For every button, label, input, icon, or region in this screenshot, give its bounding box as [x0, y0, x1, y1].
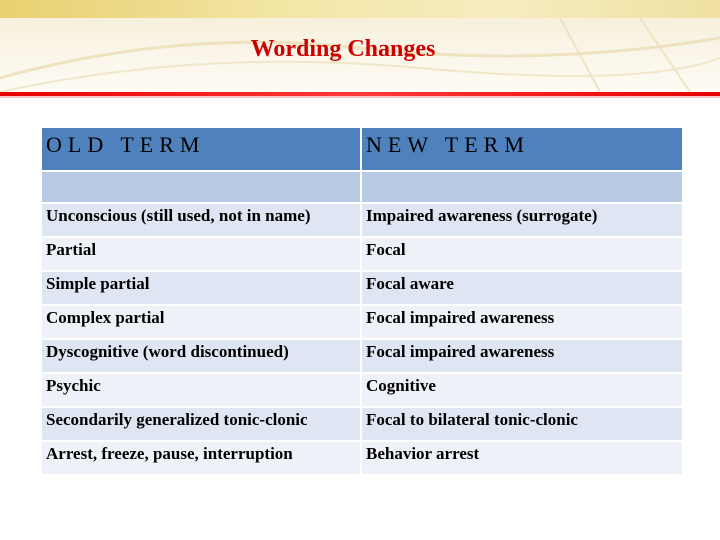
- new-term-cell: Behavior arrest: [361, 441, 683, 475]
- new-term-cell: Focal: [361, 237, 683, 271]
- old-term-cell: Psychic: [41, 373, 361, 407]
- old-term-cell: Secondarily generalized tonic-clonic: [41, 407, 361, 441]
- new-term-cell: Focal aware: [361, 271, 683, 305]
- top-decorative-strip: [0, 0, 720, 18]
- old-term-cell: Dyscognitive (word discontinued): [41, 339, 361, 373]
- table-row: [41, 237, 683, 271]
- table-row: [41, 271, 683, 305]
- old-term-cell: Arrest, freeze, pause, interruption: [41, 441, 361, 475]
- spacer-cell: [41, 171, 361, 203]
- new-term-cell: Impaired awareness (surrogate): [361, 203, 683, 237]
- table-row: [41, 441, 683, 475]
- old-term-cell: Unconscious (still used, not in name): [41, 203, 361, 237]
- table-row: [41, 407, 683, 441]
- table-spacer-row: [41, 171, 683, 203]
- table-header-row: [41, 127, 683, 171]
- header-new-term: NEW TERM: [361, 127, 683, 171]
- new-term-cell: Cognitive: [361, 373, 683, 407]
- header-old-term: OLD TERM: [41, 127, 361, 171]
- new-term-cell: Focal impaired awareness: [361, 339, 683, 373]
- table-row: [41, 339, 683, 373]
- title-underline-shadow: [0, 96, 720, 98]
- table-row: [41, 373, 683, 407]
- old-term-cell: Partial: [41, 237, 361, 271]
- old-term-cell: Complex partial: [41, 305, 361, 339]
- slide-title: Wording Changes: [250, 36, 436, 62]
- wording-changes-table: [40, 126, 684, 476]
- new-term-cell: Focal to bilateral tonic-clonic: [361, 407, 683, 441]
- table-row: [41, 203, 683, 237]
- table-row: [41, 305, 683, 339]
- new-term-cell: Focal impaired awareness: [361, 305, 683, 339]
- spacer-cell: [361, 171, 683, 203]
- old-term-cell: Simple partial: [41, 271, 361, 305]
